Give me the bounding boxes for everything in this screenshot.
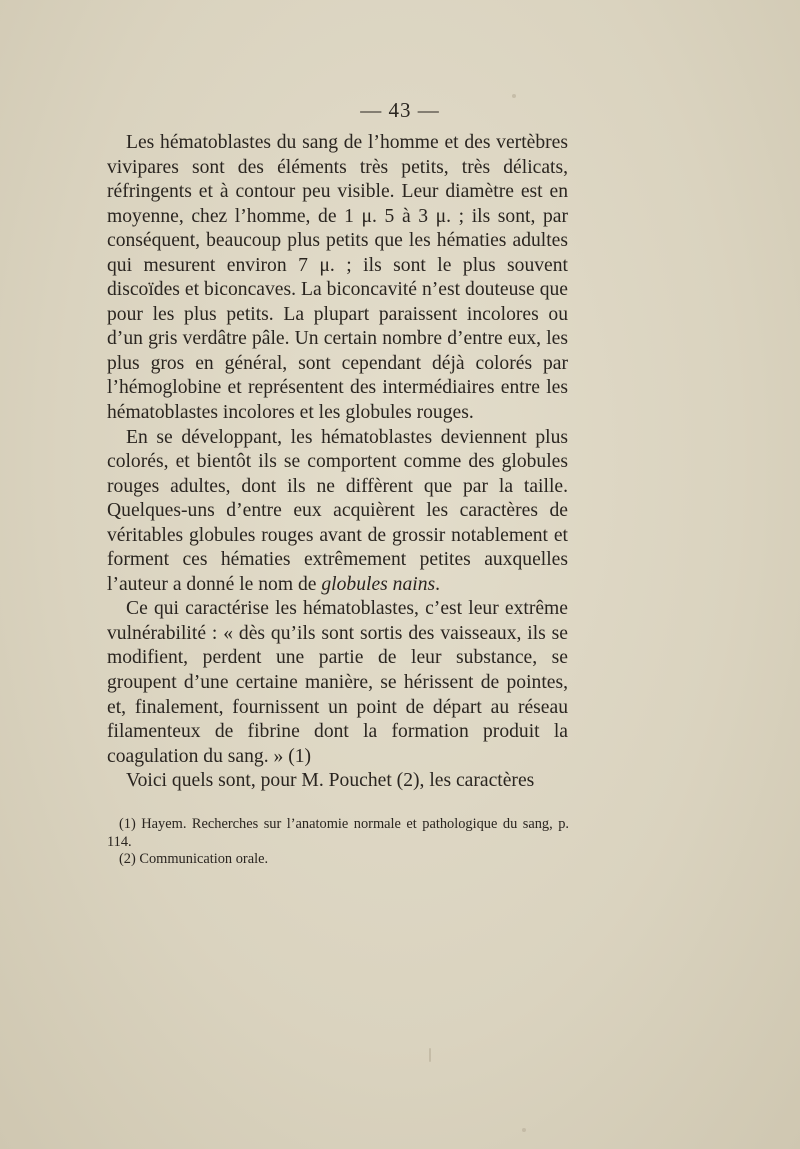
- paragraph-4: [107, 769, 568, 794]
- paper-speck: [522, 1128, 526, 1132]
- footnote-2: (2) Communication orale.: [119, 851, 269, 867]
- paragraph-1: [107, 131, 568, 426]
- paragraph-3: [107, 597, 568, 769]
- paper-speck: [512, 94, 516, 98]
- paragraph-2: [107, 426, 568, 598]
- paragraph-2-text: En se développant, les hématoblastes deviennent plus colorés, et bientôt ils se comportent comme des globules rouges adultes, dont ils ne diffèrent que par la taille. Quelques-uns d’entre eux acquièrent les caractères de véritables globules rouges avant de grossir notablement et forment ces hématies extrêmement petites auxquelles l’auteur a donné le nom de: [107, 426, 568, 595]
- body-text: [107, 131, 568, 794]
- paragraph-4-text: Voici quels sont, pour M. Pouchet (2), les caractères: [126, 770, 535, 792]
- footnotes: [107, 816, 569, 869]
- paragraph-1-text: Les hématoblastes du sang de l’homme et des vertèbres vivipares sont des éléments très petits, très délicats, réfringents et à contour peu visible. Leur diamètre est en moyenne, chez l’homme, de 1 μ. 5 à 3 μ. ; ils sont, par conséquent, beaucoup plus petits que les hématies adultes qui mesurent environ 7 μ. ; ils sont le plus souvent discoïdes et biconcaves. La biconcavité n’est douteuse que pour les plus petits. La plupart paraissent incolores ou d’un gris verdâtre pâle. Un certain nombre d’entre eux, les plus gros en général, sont cependant déjà colorés par l’hémoglobine et représentent des intermédiaires entre les hématoblastes incolores et les globules rouges.: [107, 132, 568, 424]
- paragraph-3-text: Ce qui caractérise les hématoblastes, c’est leur extrême vulnérabilité : « dès qu’ils sont sortis des vaisseaux, ils se modifient, perdent une partie de leur substance, se groupent d’une certaine manière, se hérissent de pointes, et, finalement, fournissent un point de départ au réseau filamenteux de fibrine dont la formation produit la coagulation du sang. » (1): [107, 598, 568, 767]
- paragraph-2-end: .: [435, 573, 441, 595]
- paragraph-2-italic-term: globules nains: [321, 573, 436, 595]
- paper-speck: [429, 1048, 431, 1062]
- page-number: — 43 —: [360, 98, 440, 122]
- footnote-1: (1) Hayem. Recherches sur l’anatomie normale et pathologique du sang, p. 114.: [107, 816, 569, 850]
